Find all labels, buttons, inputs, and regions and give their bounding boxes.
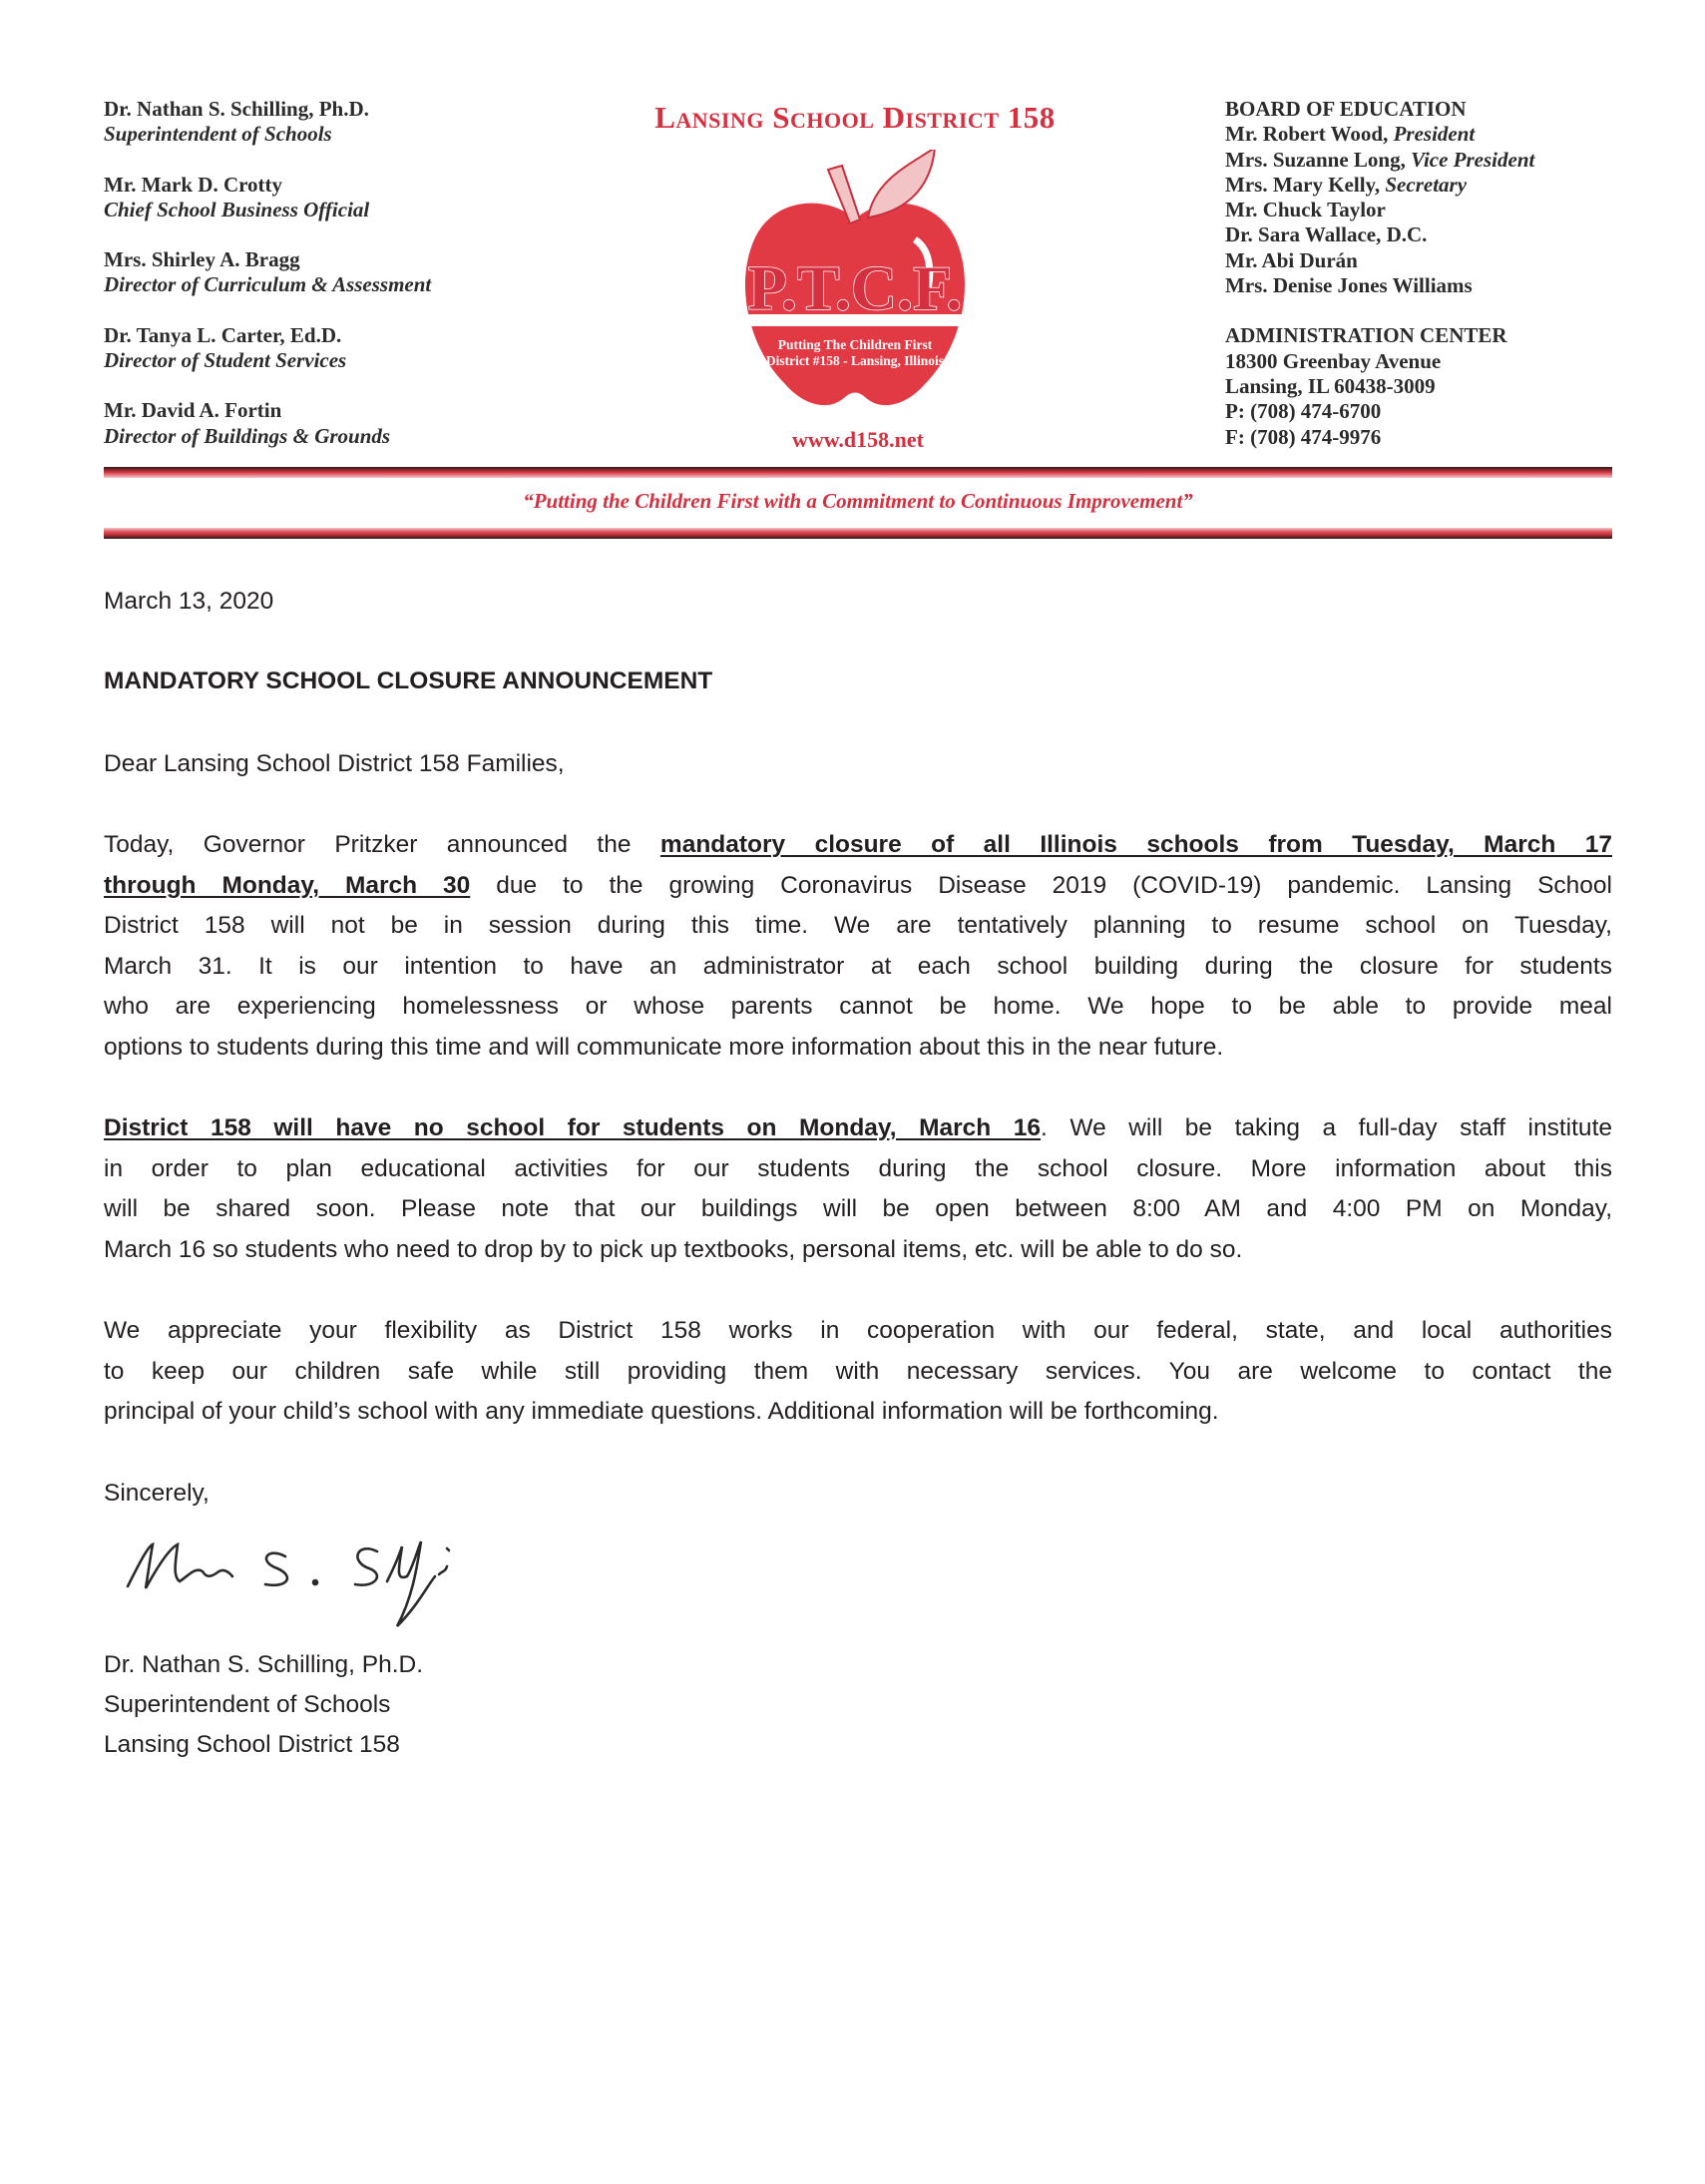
paragraph-line [104, 987, 1612, 1028]
paragraph-line [104, 1108, 1612, 1149]
spacer [104, 298, 431, 323]
administrator-name: Mrs. Shirley A. Bragg [104, 247, 300, 272]
paragraph-line [104, 1149, 1612, 1190]
body-text: We appreciate your flexibility as District 158 works in cooperation with our federal, state, and local authorities [104, 1317, 1612, 1344]
board-member-name: Dr. Sara Wallace, D.C. [1225, 222, 1428, 247]
administrator-name: Mr. David A. Fortin [104, 398, 282, 423]
body-text: District 158 will not be in session during this time. We are tentatively planning to resume school on Tuesday, [104, 912, 1612, 940]
logo-acronym: P.T.C.F. [747, 252, 963, 323]
header-divider-top [104, 467, 1612, 478]
admin-address-2: Lansing, IL 60438-3009 [1225, 373, 1436, 398]
header-divider-bottom [104, 528, 1612, 539]
administrator-title: Superintendent of Schools [104, 122, 332, 147]
board-member-role: President [1393, 122, 1476, 147]
board-member-role: Vice President [1411, 147, 1535, 172]
board-member [1225, 148, 1534, 173]
paragraph-1 [104, 825, 1612, 1069]
paragraph-line [104, 906, 1612, 947]
body-text: to keep our children safe while still providing them with necessary services. You are welcome to contact the [104, 1357, 1612, 1385]
body-text: Today, Governor Pritzker announced the [104, 831, 660, 858]
board-member [1225, 248, 1534, 273]
admin-fax: F: (708) 474-9976 [1225, 424, 1382, 449]
paragraph-line [104, 1189, 1612, 1230]
board-member-name: Mr. Robert Wood, [1225, 122, 1394, 147]
administrator-title: Director of Buildings & Grounds [104, 423, 391, 448]
board-member [1225, 198, 1534, 222]
district-name: Lansing School District 158 [654, 100, 1056, 135]
administrator-name: Dr. Nathan S. Schilling, Ph.D. [104, 97, 369, 121]
body-text: March 31. It is our intention to have an administrator at each school building during the closure for students [104, 952, 1612, 980]
logo-line2: District #158 - Lansing, Illinois [765, 353, 945, 368]
signer-name: Dr. Nathan S. Schilling, Ph.D. [104, 1651, 424, 1678]
signer-title: Superintendent of Schools [104, 1691, 391, 1718]
board-member-name: Mrs. Mary Kelly, [1225, 172, 1386, 197]
paragraph-line [104, 1311, 1612, 1352]
apple-logo [710, 150, 1000, 419]
paragraph-line [104, 866, 1612, 907]
administrator-title: Director of Student Services [104, 348, 347, 373]
board-member [1225, 273, 1534, 298]
administrators-list [104, 97, 431, 449]
body-text: principal of your child’s school with any immediate questions. Additional information will be forthcoming. [104, 1398, 1219, 1426]
spacer [104, 148, 431, 173]
body-text: in order to plan educational activities for our students during the school closure. More information about this [104, 1154, 1612, 1182]
emphasized-text: mandatory closure of all Illinois schools from Tuesday, March 17 [659, 831, 1612, 858]
motto: “Putting the Children First with a Commitment to Continuous Improvement” [523, 489, 1193, 513]
board-member [1225, 173, 1534, 198]
administrator-title: Chief School Business Official [104, 197, 370, 221]
body-text: who are experiencing homelessness or whose parents cannot be home. We hope to be able to provide meal [104, 993, 1612, 1021]
admin-address-1: 18300 Greenbay Avenue [1225, 348, 1442, 373]
paragraph-line [104, 1028, 1612, 1069]
website-link[interactable]: www.d158.net [791, 427, 924, 452]
paragraph-2 [104, 1108, 1612, 1270]
letter-closing: Sincerely, [104, 1480, 210, 1507]
body-text: March 16 so students who need to drop by to pick up textbooks, personal items, etc. will be able to do so. [104, 1235, 1243, 1263]
board-member-name: Mr. Abi Durán [1225, 247, 1358, 272]
emphasized-text: through Monday, March 30 [104, 871, 471, 899]
board-members [1225, 122, 1534, 298]
board-heading: BOARD OF EDUCATION [1225, 97, 1467, 121]
body-text: options to students during this time and will communicate more information about this in the near future. [104, 1033, 1224, 1061]
paragraph-line [104, 1352, 1612, 1393]
letter-date: March 13, 2020 [104, 588, 274, 615]
spacer [104, 222, 431, 247]
letter-salutation: Dear Lansing School District 158 Families, [104, 750, 565, 777]
signer-organization: Lansing School District 158 [104, 1731, 400, 1758]
body-text: will be shared soon. Please note that our buildings will be open between 8:00 AM and 4:00 PM on Monday, [104, 1195, 1612, 1223]
paragraph-line [104, 1392, 1612, 1433]
paragraph-line [104, 825, 1612, 866]
administrator-title: Director of Curriculum & Assessment [104, 272, 432, 297]
body-text: due to the growing Coronavirus Disease 2019 (COVID-19) pandemic. Lansing School [470, 871, 1613, 899]
paragraph-line [104, 1230, 1612, 1271]
board-member-name: Mrs. Denise Jones Williams [1225, 273, 1473, 298]
admin-phone: P: (708) 474-6700 [1225, 399, 1382, 424]
emphasized-text: District 158 will have no school for students on Monday, March 16 [104, 1114, 1042, 1141]
body-text: . We will be taking a full-day staff institute [1041, 1114, 1612, 1141]
board-member [1225, 222, 1534, 247]
spacer [104, 373, 431, 398]
signature [118, 1527, 497, 1631]
letter-subject: MANDATORY SCHOOL CLOSURE ANNOUNCEMENT [104, 667, 713, 694]
board-member [1225, 122, 1534, 147]
logo-line1: Putting The Children First [777, 337, 933, 352]
paragraph-3 [104, 1311, 1612, 1433]
board-member-name: Mrs. Suzanne Long, [1225, 147, 1412, 172]
board-member-role: Secretary [1385, 172, 1468, 197]
board-and-contact [1225, 97, 1534, 450]
administrator-name: Dr. Tanya L. Carter, Ed.D. [104, 322, 342, 347]
paragraph-line [104, 947, 1612, 988]
admin-center-heading: ADMINISTRATION CENTER [1225, 323, 1507, 348]
administrator-name: Mr. Mark D. Crotty [104, 172, 283, 197]
board-member-name: Mr. Chuck Taylor [1225, 198, 1386, 222]
